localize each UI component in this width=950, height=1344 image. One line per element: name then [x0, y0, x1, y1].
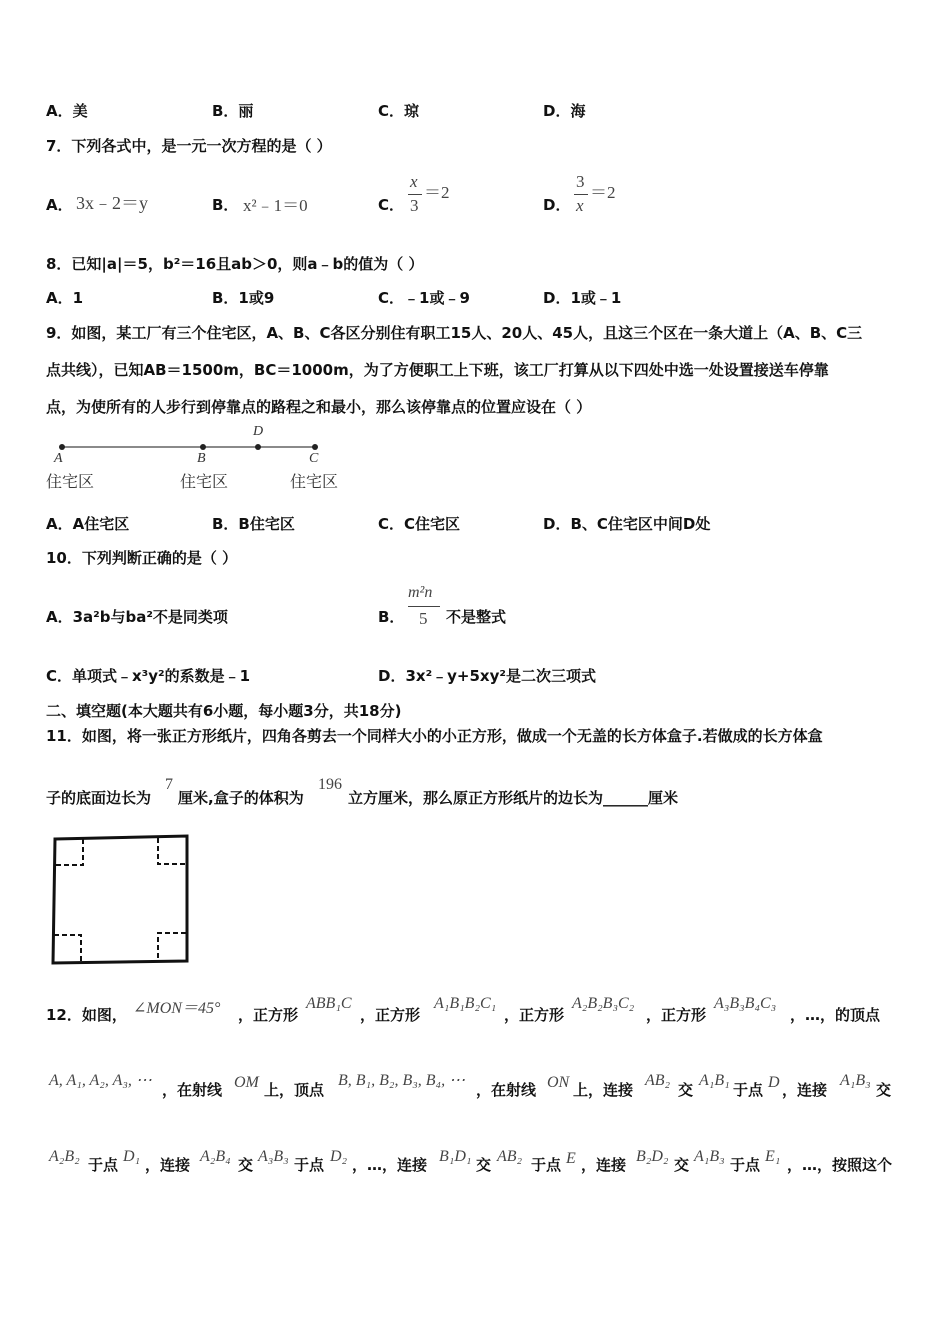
cut-corner-top-left: [56, 839, 83, 865]
q12-l3-k: ，…，按照这个: [787, 1156, 893, 1174]
q12-l3-i: 交: [674, 1156, 690, 1174]
segment-a1b3-ref: A₁B₃: [694, 1148, 725, 1165]
q9-line-3: 点，为使所有的人步行到停靠点的路程之和最小，那么该停靠点的位置应设在（ ）: [46, 398, 592, 416]
cut-corner-bottom-right: [158, 933, 186, 960]
point-d1: D₁: [123, 1148, 141, 1165]
segment-a2b2: A₂B₂: [49, 1148, 80, 1165]
q12-l2-e: 交: [678, 1081, 694, 1099]
q8-option-b: B．1或9: [212, 289, 275, 307]
q7-option-b-expr: x²﹣1＝0: [243, 196, 308, 215]
zone-b-label: 住宅区: [180, 472, 229, 491]
q7-option-c-label: C．: [378, 196, 405, 214]
q6-option-c: C．琼: [378, 102, 420, 120]
square-3: A₂B₂B₃C₂: [572, 995, 635, 1012]
q12-l3-g: 于点: [531, 1156, 562, 1174]
q12-l3-b: ，连接: [145, 1156, 191, 1174]
segment-a3b3: A₃B₃: [258, 1148, 289, 1165]
point-a: [59, 444, 65, 450]
zone-a-label: 住宅区: [46, 472, 95, 491]
segment-a1b1: A₁B₁: [699, 1072, 730, 1089]
q12-l1-b: ，正方形: [238, 1006, 299, 1024]
segment-a1b3: A₁B₃: [840, 1072, 871, 1089]
segment-ab2: AB₂: [645, 1072, 671, 1089]
q12-l1-a: 12．如图，: [46, 1006, 127, 1024]
q10-option-b-tail: 不是整式: [446, 608, 507, 626]
q7-d-denominator: x: [576, 196, 584, 215]
q9-option-c: C．C住宅区: [378, 515, 461, 533]
ray-on: ON: [547, 1074, 570, 1091]
segment-b2d2: B₂D₂: [636, 1148, 669, 1165]
q10-option-b-fraction: [406, 584, 442, 632]
angle-mon: ∠MON＝45°: [133, 1000, 221, 1017]
point-d-ref: D: [768, 1074, 780, 1091]
cut-corner-bottom-left: [54, 935, 81, 962]
point-b: [200, 444, 206, 450]
points-b-series: B, B₁, B₂, B₃, B₄, ⋯: [338, 1072, 466, 1089]
q8-stem: 8．已知|a|＝5，b²＝16且ab＞0，则a﹣b的值为（ ）: [46, 255, 424, 273]
q12-l2-c: ，在射线: [476, 1081, 537, 1099]
q7-option-d-label: D．: [543, 196, 571, 214]
q12-l2-d: 上，连接: [573, 1081, 634, 1099]
square-4: A₃B₃B₄C₃: [714, 995, 777, 1012]
q12-l3-f: 交: [476, 1156, 492, 1174]
point-d: [255, 444, 261, 450]
q8-option-d: D．1或﹣1: [543, 289, 622, 307]
square-2: A₁B₁B₂C₁: [434, 995, 497, 1012]
section-2-heading: 二、填空题(本大题共有6小题，每小题3分，共18分): [46, 702, 402, 720]
fraction-bar: [574, 194, 588, 195]
q11-text-3: 立方厘米，那么原正方形纸片的边长为______厘米: [348, 789, 679, 807]
q7-option-c-fraction: [406, 172, 426, 218]
ray-om: OM: [234, 1074, 259, 1091]
q8-option-a: A．1: [46, 289, 84, 307]
q7-c-rhs: ＝2: [424, 183, 450, 202]
q12-l1-c: ，正方形: [360, 1006, 421, 1024]
point-c-label: C: [309, 451, 319, 466]
fraction-bar: [408, 606, 440, 607]
q12-l2-h: 交: [876, 1081, 892, 1099]
segment-a2b4: A₂B₄: [200, 1148, 231, 1165]
q7-option-d-fraction: [572, 172, 592, 218]
point-e1: E₁: [765, 1148, 781, 1165]
q12-l1-e: ，正方形: [646, 1006, 707, 1024]
point-c: [312, 444, 318, 450]
q9-option-d: D．B、C住宅区中间D处: [543, 515, 711, 533]
q10-option-c: C．单项式﹣x³y²的系数是﹣1: [46, 667, 251, 685]
q10-option-d: D．3x²﹣y+5xy²是二次三项式: [378, 667, 596, 685]
cut-corner-top-right: [158, 838, 186, 864]
q9-option-a: A．A住宅区: [46, 515, 130, 533]
point-d-label: D: [253, 424, 264, 439]
point-a-label: A: [54, 451, 63, 466]
q10-option-b-label: B．: [378, 608, 405, 626]
q12-l3-e: ，…，连接: [352, 1156, 428, 1174]
q9-option-b: B．B住宅区: [212, 515, 295, 533]
q11-value-196: 196: [318, 776, 342, 793]
segment-ab2-ref: AB₂: [497, 1148, 523, 1165]
q8-option-c: C．﹣1或﹣9: [378, 289, 470, 307]
q12-l2-f: 于点: [733, 1081, 764, 1099]
point-d2: D₂: [330, 1148, 348, 1165]
q7-d-numerator: 3: [576, 172, 585, 191]
q11-square-figure: [50, 834, 190, 966]
q12-l2-a: ，在射线: [162, 1081, 223, 1099]
q11-value-7: 7: [165, 776, 173, 793]
q11-text-2: 厘米,盒子的体积为: [178, 789, 304, 807]
segment-b1d1: B₁D₁: [439, 1148, 472, 1165]
q12-l1-f: ，…，的顶点: [790, 1006, 881, 1024]
q7-option-b-label: B．: [212, 196, 239, 214]
q6-option-d: D．海: [543, 102, 586, 120]
fraction-bar: [408, 194, 422, 195]
paper-square: [53, 836, 187, 963]
zone-c-label: 住宅区: [290, 472, 339, 491]
square-1: ABB₁C: [306, 995, 352, 1012]
point-b-label: B: [197, 451, 206, 466]
q12-l3-d: 于点: [294, 1156, 325, 1174]
q12-l3-j: 于点: [730, 1156, 761, 1174]
q7-stem: 7．下列各式中，是一元一次方程的是（ ）: [46, 137, 332, 155]
q10-b-denominator: 5: [419, 609, 428, 628]
q10-stem: 10．下列判断正确的是（ ）: [46, 549, 238, 567]
q12-l3-c: 交: [238, 1156, 254, 1174]
q12-l1-d: ，正方形: [504, 1006, 565, 1024]
q9-line-2: 点共线），已知AB＝1500m，BC＝1000m，为了方便职工上下班，该工厂打算从以下四处中选一处设置接送车停靠: [46, 361, 829, 379]
q12-l3-a: 于点: [88, 1156, 119, 1174]
q10-option-a: A．3a²b与ba²不是同类项: [46, 608, 228, 626]
q7-d-rhs: ＝2: [590, 183, 616, 202]
q7-option-a-expr: 3x﹣2＝y: [76, 193, 148, 213]
points-a-series: A, A₁, A₂, A₃, ⋯: [49, 1072, 152, 1089]
q6-option-b: B．丽: [212, 102, 254, 120]
q6-option-a: A．美: [46, 102, 88, 120]
q12-l2-g: ，连接: [782, 1081, 828, 1099]
q11-line-1: 11．如图，将一张正方形纸片，四角各剪去一个同样大小的小正方形，做成一个无盖的长方体盒子.若做成的长方体盒: [46, 727, 823, 745]
q9-line-1: 9．如图，某工厂有三个住宅区，A、B、C各区分别住有职工15人、20人、45人，且这三个区在一条大道上（A、B、C三: [46, 324, 863, 342]
q7-c-denominator: 3: [410, 196, 419, 215]
q10-b-numerator: m²n: [408, 584, 433, 601]
q12-l3-h: ，连接: [581, 1156, 627, 1174]
q11-text-1: 子的底面边长为: [46, 789, 152, 807]
q12-l2-b: 上，顶点: [264, 1081, 325, 1099]
point-e: E: [566, 1150, 576, 1167]
q7-c-numerator: x: [410, 172, 418, 191]
q7-option-a-label: A．: [46, 196, 73, 214]
